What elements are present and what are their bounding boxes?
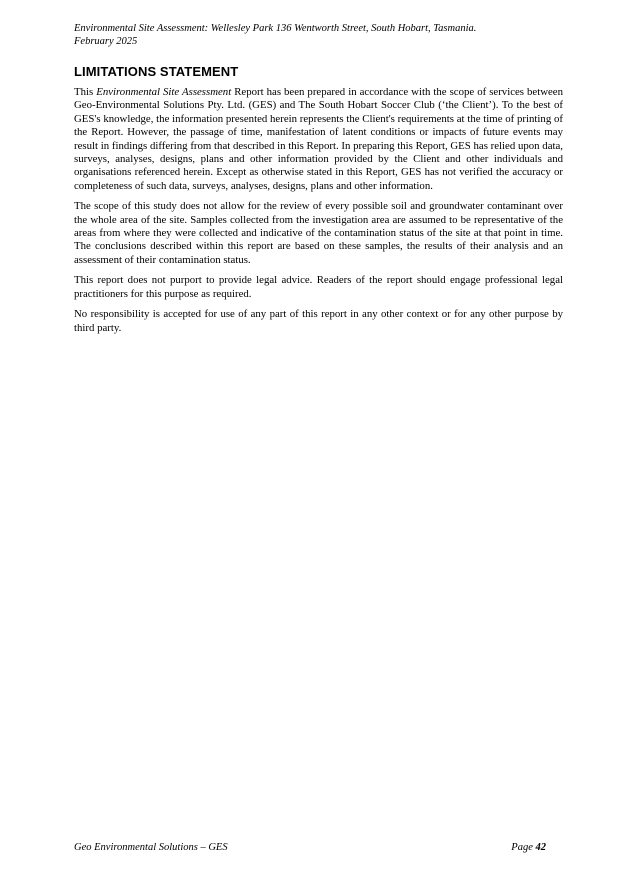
footer-company: Geo Environmental Solutions – GES [74,842,228,853]
page-header [74,22,564,48]
header-date: February 2025 [74,36,138,47]
page-footer [74,841,546,854]
section-title: LIMITATIONS STATEMENT [74,64,239,79]
header-document-title: Environmental Site Assessment: Wellesley Park 136 Wentworth Street, South Hobart, Tasmania. [74,23,477,34]
paragraph-scope-of-services [74,86,563,193]
paragraph-responsibility: No responsibility is accepted for use of any part of this report in any other context or for any other purpose by third party. [74,308,563,334]
paragraph-study-scope: The scope of this study does not allow for the review of every possible soil and groundwater contaminant over the whole area of the site. Samples collected from the investigation area are assumed to be representative of the areas from where they were collected and indicative of the contamination status of the site at that point in time. The conclusions described within this report are based on these samples, the results of their analysis and an assessment of their contamination status. [74,200,563,266]
report-name-emphasis: Environmental Site Assessment [96,86,232,98]
paragraph-lead: This [74,86,97,98]
page-label: Page [511,842,533,853]
limitations-body [74,86,563,342]
page-number: 42 [535,842,546,853]
paragraph-legal-advice: This report does not purport to provide legal advice. Readers of the report should engage professional legal practitioners for this purpose as required. [74,274,563,300]
page-number-label [511,841,546,854]
paragraph-rest: Report has been prepared in accordance with the scope of services between Geo-Environmental Solutions Pty. Ltd. (GES) and The South Hobart Soccer Club (‘the Client’). To the best of GES's knowledge, the information presented herein represents the Client's requirements at the time of printing of the Report. However, the passage of time, manifestation of latent conditions or impacts of future events may result in findings differing from that described in this Report. In preparing this Report, GES has relied upon data, surveys, analyses, designs, plans and other information provided by the Client and other individuals and organisations referenced herein. Except as otherwise stated in this Report, GES has not verified the accuracy or completeness of such data, surveys, analyses, designs, plans and other information. [74,86,563,192]
